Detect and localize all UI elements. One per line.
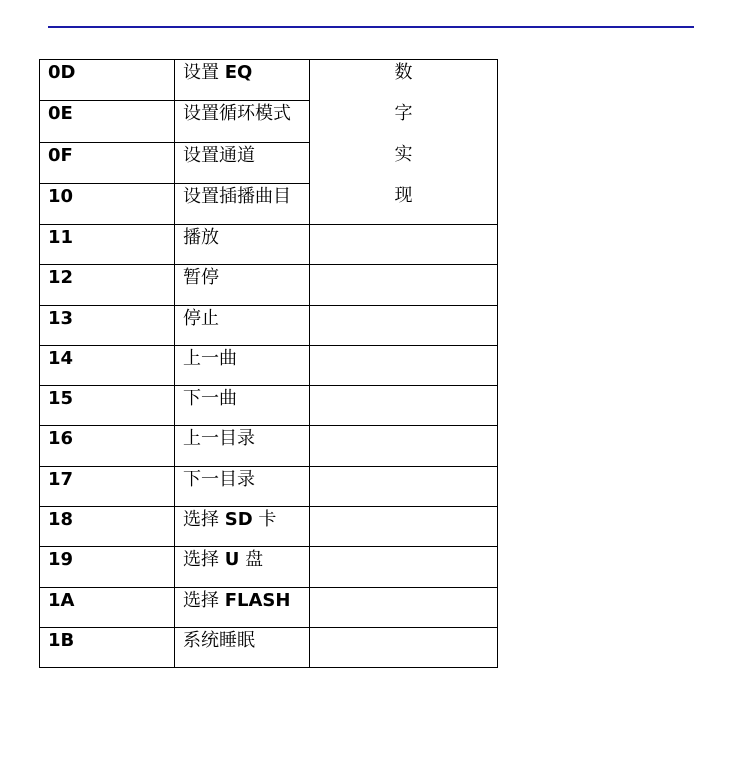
empty-cell bbox=[310, 627, 498, 667]
command-code: 18 bbox=[48, 509, 74, 531]
command-code: 11 bbox=[48, 227, 74, 248]
command-function: 选择 FLASH bbox=[183, 589, 291, 611]
table-row bbox=[40, 265, 498, 305]
empty-cell bbox=[310, 305, 498, 345]
empty-cell bbox=[310, 345, 498, 385]
command-code: 0E bbox=[48, 103, 73, 125]
command-code: 1B bbox=[48, 629, 75, 651]
table-row bbox=[40, 225, 498, 265]
command-code: 14 bbox=[48, 347, 74, 369]
command-code: 0D bbox=[48, 62, 76, 83]
command-code: 19 bbox=[48, 549, 74, 571]
command-code: 16 bbox=[48, 428, 74, 450]
command-function: 播放 bbox=[183, 227, 219, 248]
table-row bbox=[40, 587, 498, 627]
empty-cell bbox=[310, 426, 498, 466]
table-row bbox=[40, 386, 498, 426]
note-char: 字 bbox=[394, 103, 413, 124]
empty-cell bbox=[310, 547, 498, 587]
table-row bbox=[40, 345, 498, 385]
table-row bbox=[40, 426, 498, 466]
table-row bbox=[40, 305, 498, 345]
command-function: 设置插播曲目 bbox=[183, 185, 291, 207]
empty-cell bbox=[310, 587, 498, 627]
empty-cell bbox=[310, 265, 498, 305]
command-function: 设置 EQ bbox=[183, 62, 253, 83]
command-code: 12 bbox=[48, 267, 74, 289]
command-code: 1A bbox=[48, 589, 75, 611]
command-function: 停止 bbox=[183, 307, 219, 329]
note-cell bbox=[310, 60, 498, 225]
table-row bbox=[40, 466, 498, 506]
command-function: 系统睡眠 bbox=[183, 629, 255, 651]
command-code: 17 bbox=[48, 468, 74, 490]
command-code: 0F bbox=[48, 144, 73, 166]
note-char: 实 bbox=[394, 144, 413, 165]
table-row bbox=[40, 507, 498, 547]
note-char: 数 bbox=[394, 62, 413, 83]
empty-cell bbox=[310, 466, 498, 506]
command-function: 选择 U 盘 bbox=[183, 549, 264, 571]
empty-cell bbox=[310, 225, 498, 265]
note-char: 现 bbox=[394, 185, 413, 206]
empty-cell bbox=[310, 507, 498, 547]
command-function: 下一曲 bbox=[183, 388, 237, 410]
command-function: 选择 SD 卡 bbox=[183, 509, 277, 531]
command-table bbox=[39, 59, 498, 668]
command-code: 15 bbox=[48, 388, 74, 410]
command-code: 13 bbox=[48, 307, 74, 329]
command-function: 上一曲 bbox=[183, 347, 237, 369]
command-code: 10 bbox=[48, 185, 74, 207]
command-function: 下一目录 bbox=[183, 468, 255, 490]
header-rule bbox=[48, 26, 694, 28]
table-row bbox=[40, 627, 498, 667]
empty-cell bbox=[310, 386, 498, 426]
table-row bbox=[40, 60, 498, 101]
command-function: 设置循环模式 bbox=[183, 103, 291, 125]
table-row bbox=[40, 547, 498, 587]
command-function: 上一目录 bbox=[183, 428, 255, 450]
command-function: 设置通道 bbox=[183, 144, 255, 166]
command-function: 暂停 bbox=[183, 267, 219, 289]
